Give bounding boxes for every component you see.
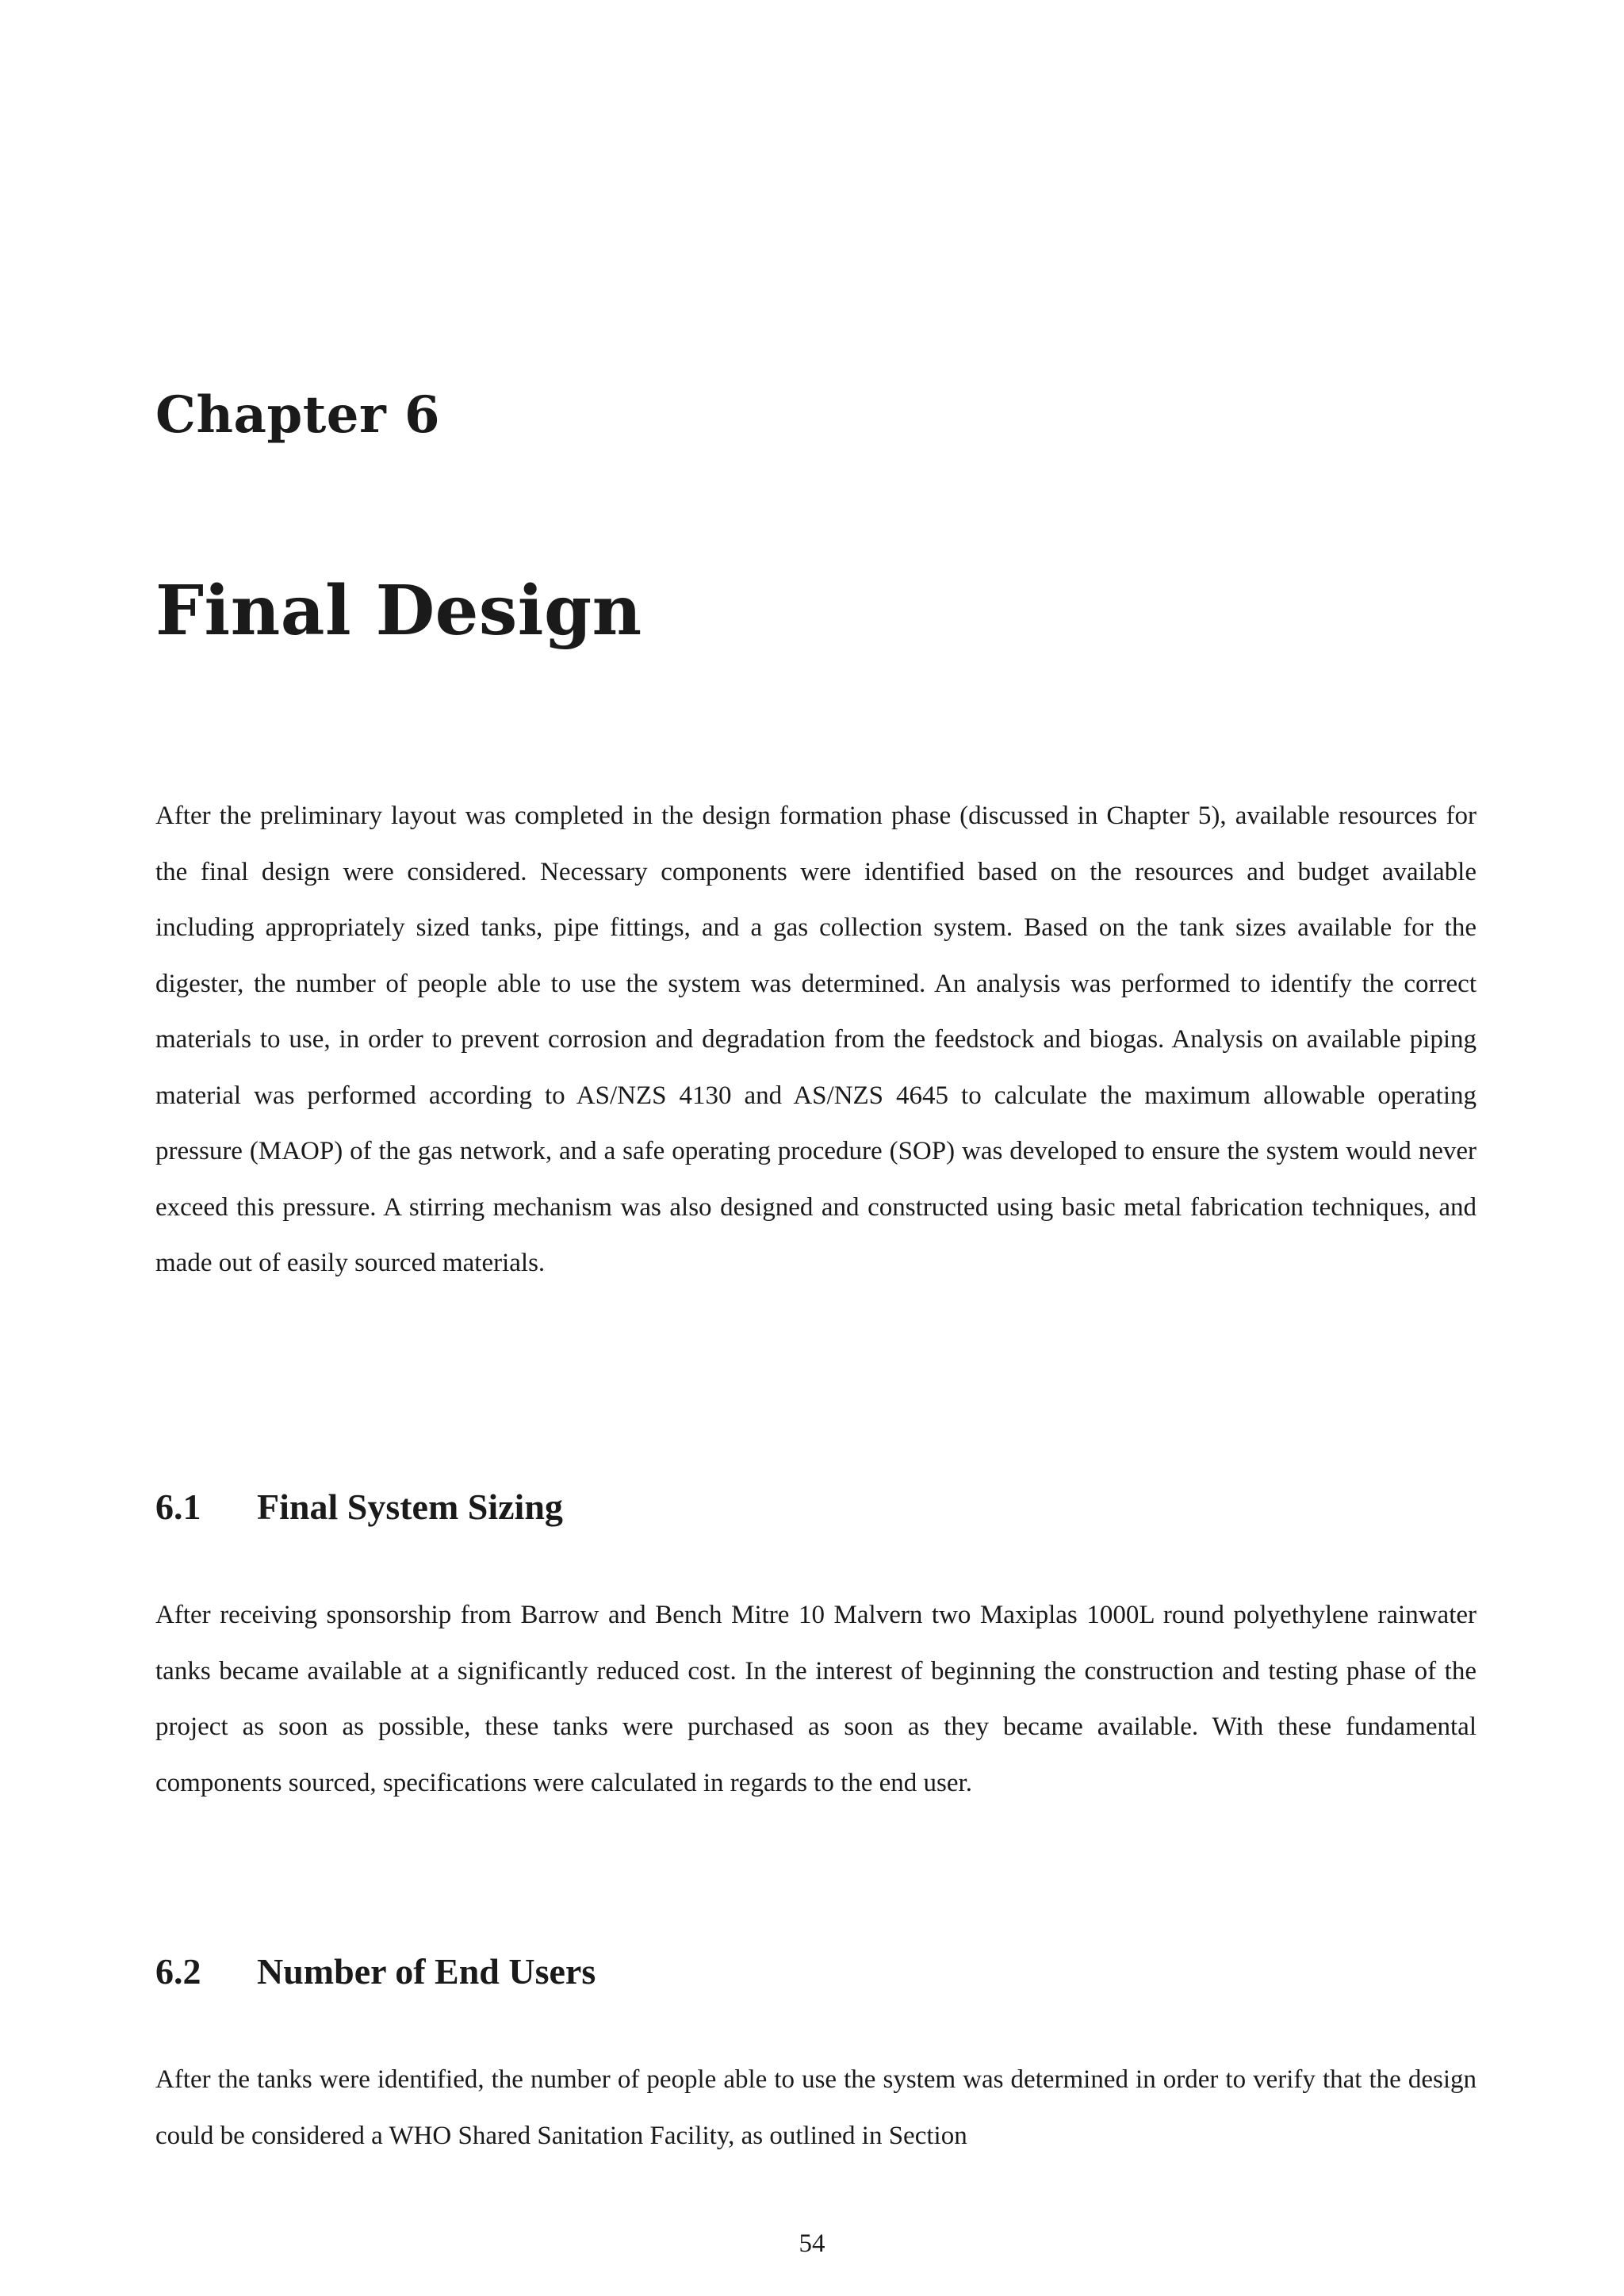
section-title: Number of End Users: [257, 1951, 596, 1992]
section-title: Final System Sizing: [257, 1487, 563, 1527]
chapter-title: Final Design: [155, 571, 642, 651]
section-6-2-paragraph: After the tanks were identified, the number of people able to use the system was determined in order to verify that the design could be considered a WHO Shared Sanitation Facility, as outlined in Section: [155, 2065, 1477, 2150]
intro-paragraph: After the preliminary layout was completed in the design formation phase (discussed in Chapter 5), available resources for the final design were considered. Necessary components were identified based on the resources and budget available including appropriately sized tanks, pipe fittings, and a gas collection system. Based on the tank sizes available for the digester, the number of people able to use the system was determined. An analysis was performed to identify the correct materials to use, in order to prevent corrosion and degradation from the feedstock and biogas. Analysis on available piping material was performed according to AS/NZS 4130 and AS/NZS 4645 to calculate the maximum allowable operating pressure (MAOP) of the gas network, and a safe operating procedure (SOP) was developed to ensure the system would never exceed this pressure. A stirring mechanism was also designed and constructed using basic metal fabrication techniques, and made out of easily sourced materials.: [155, 802, 1477, 1277]
chapter-label: Chapter 6: [155, 385, 440, 445]
page-number: 54: [799, 2229, 825, 2258]
section-heading-6-1: [155, 1489, 563, 1525]
section-6-1-paragraph: After receiving sponsorship from Barrow and Bench Mitre 10 Malvern two Maxiplas 1000L round polyethylene rainwater tanks became available at a significantly reduced cost. In the interest of beginning the construction and testing phase of the project as soon as possible, these tanks were purchased as soon as they became available. With these fundamental components sourced, specifications were calculated in regards to the end user.: [155, 1601, 1477, 1797]
section-number: 6.2: [155, 1951, 201, 1992]
section-heading-6-2: [155, 1951, 596, 1992]
section-number: 6.1: [155, 1487, 201, 1527]
